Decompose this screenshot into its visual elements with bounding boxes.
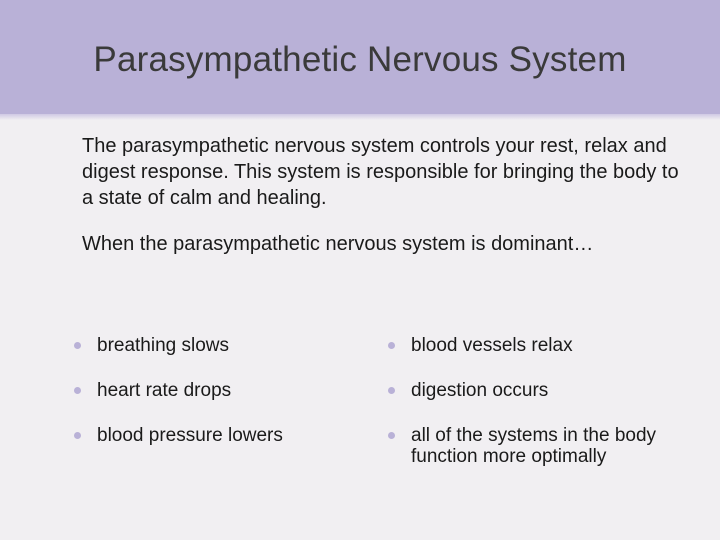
list-item [386,380,656,401]
bullet-list-left [72,335,342,470]
list-item-text: blood vessels relax [411,335,573,356]
list-item [386,335,656,356]
bullet-icon [388,387,395,394]
list-item-text: heart rate drops [97,380,232,401]
slide-title: Parasympathetic Nervous System [93,40,627,79]
list-item [72,425,342,446]
bullet-icon [74,342,81,349]
intro-paragraph: The parasympathetic nervous system controls your rest, relax and digest response. This system is responsible for bringing the body to a state of calm and healing. [82,135,679,209]
list-item-text: blood pressure lowers [97,425,283,446]
list-item [72,335,342,356]
list-item-text: all of the systems in the body function more optimally [411,425,657,467]
title-divider [0,114,720,120]
bullet-icon [388,432,395,439]
bullet-icon [74,432,81,439]
bullet-icon [74,387,81,394]
lead-paragraph: When the parasympathetic nervous system is dominant… [82,233,594,255]
list-item [386,425,656,467]
body-text [82,133,682,257]
list-item-text: digestion occurs [411,380,549,401]
bullet-icon [388,342,395,349]
list-item-text: breathing slows [97,335,230,356]
list-item [72,380,342,401]
bullet-list-right [386,335,656,491]
